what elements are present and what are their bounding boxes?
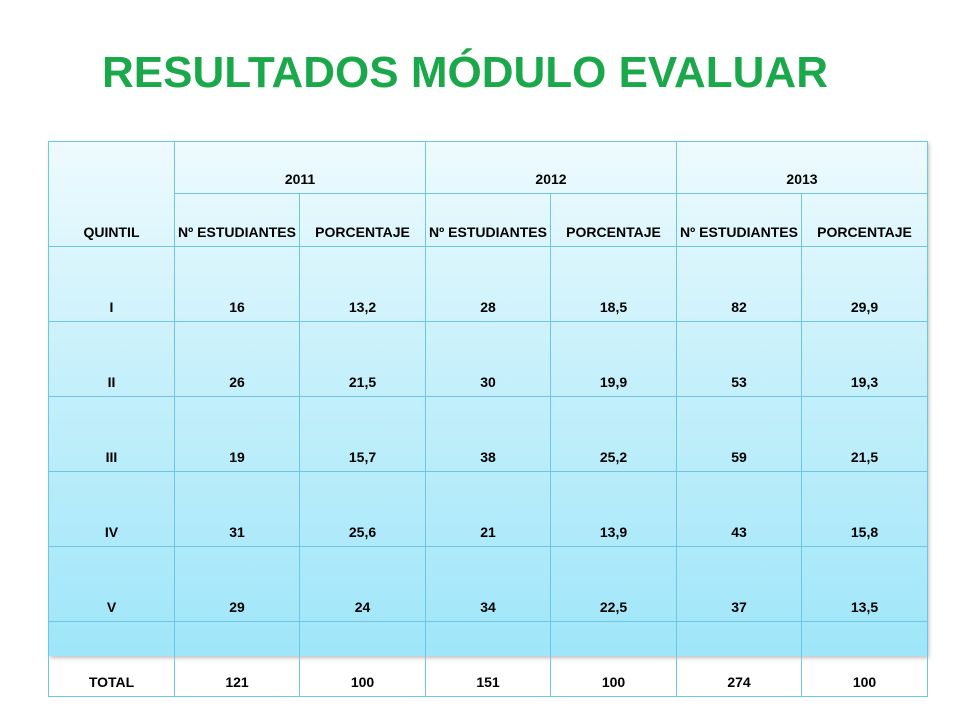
table-row: [49, 247, 928, 322]
quintil-header: QUINTIL: [49, 142, 175, 247]
value-cell: 21: [426, 472, 551, 547]
table-row: [49, 322, 928, 397]
value-cell: 29,9: [802, 247, 928, 322]
total-label: TOTAL: [49, 622, 175, 697]
sub-header-row: [49, 194, 928, 247]
value-cell: 19,3: [802, 322, 928, 397]
value-cell: 59: [677, 397, 802, 472]
value-cell: 22,5: [551, 547, 677, 622]
value-cell: 25,6: [300, 472, 426, 547]
quintil-cell: V: [49, 547, 175, 622]
value-cell: 28: [426, 247, 551, 322]
students-header: Nº ESTUDIANTES: [175, 194, 300, 247]
value-cell: 15,7: [300, 397, 426, 472]
value-cell: 16: [175, 247, 300, 322]
students-header: Nº ESTUDIANTES: [677, 194, 802, 247]
slide-title: RESULTADOS MÓDULO EVALUAR: [102, 48, 828, 97]
total-cell: 100: [300, 622, 426, 697]
total-cell: 121: [175, 622, 300, 697]
percentage-header: PORCENTAJE: [802, 194, 928, 247]
quintil-cell: III: [49, 397, 175, 472]
value-cell: 29: [175, 547, 300, 622]
value-cell: 21,5: [802, 397, 928, 472]
value-cell: 25,2: [551, 397, 677, 472]
year-header-2011: 2011: [175, 142, 426, 194]
total-cell: 100: [802, 622, 928, 697]
value-cell: 38: [426, 397, 551, 472]
value-cell: 34: [426, 547, 551, 622]
value-cell: 15,8: [802, 472, 928, 547]
results-table: [48, 141, 928, 697]
value-cell: 18,5: [551, 247, 677, 322]
value-cell: 21,5: [300, 322, 426, 397]
value-cell: 19: [175, 397, 300, 472]
value-cell: 31: [175, 472, 300, 547]
table-row: [49, 397, 928, 472]
value-cell: 13,9: [551, 472, 677, 547]
percentage-header: PORCENTAJE: [551, 194, 677, 247]
results-table-container: [48, 141, 927, 690]
students-header: Nº ESTUDIANTES: [426, 194, 551, 247]
value-cell: 13,2: [300, 247, 426, 322]
table-row: [49, 472, 928, 547]
year-header-2012: 2012: [426, 142, 677, 194]
value-cell: 43: [677, 472, 802, 547]
value-cell: 37: [677, 547, 802, 622]
total-row: [49, 622, 928, 697]
value-cell: 82: [677, 247, 802, 322]
year-header-2013: 2013: [677, 142, 928, 194]
value-cell: 26: [175, 322, 300, 397]
value-cell: 24: [300, 547, 426, 622]
quintil-cell: I: [49, 247, 175, 322]
total-cell: 100: [551, 622, 677, 697]
percentage-header: PORCENTAJE: [300, 194, 426, 247]
total-cell: 151: [426, 622, 551, 697]
total-cell: 274: [677, 622, 802, 697]
value-cell: 53: [677, 322, 802, 397]
table-row: [49, 547, 928, 622]
year-header-row: [49, 142, 928, 194]
value-cell: 30: [426, 322, 551, 397]
value-cell: 19,9: [551, 322, 677, 397]
quintil-cell: IV: [49, 472, 175, 547]
quintil-cell: II: [49, 322, 175, 397]
value-cell: 13,5: [802, 547, 928, 622]
